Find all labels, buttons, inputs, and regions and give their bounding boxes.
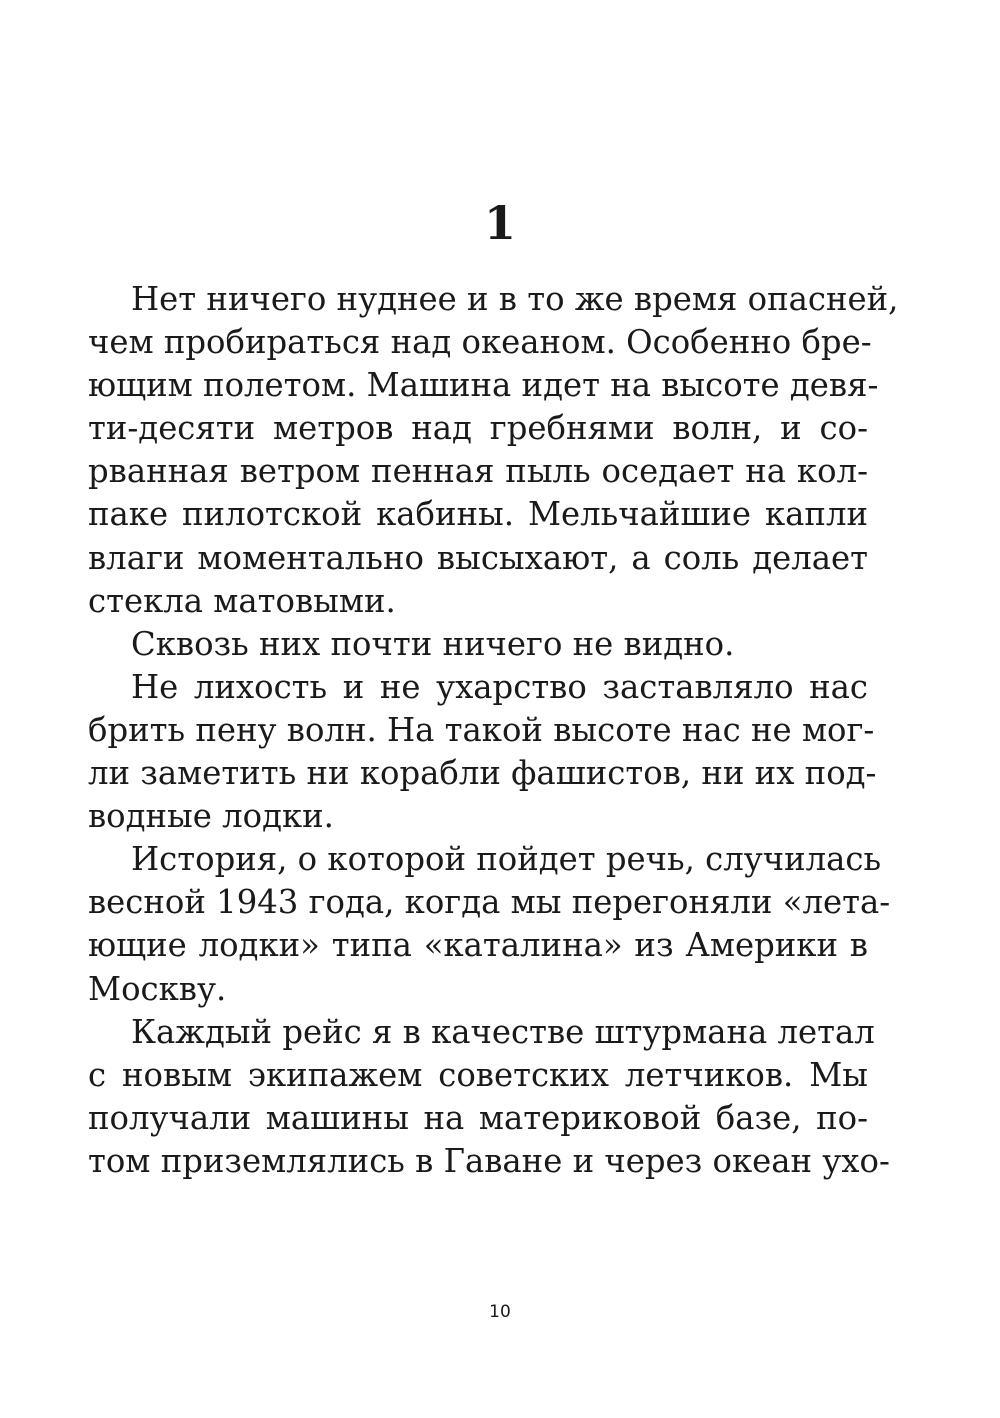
- text-line: ющим полетом. Машина идет на высоте девя-: [88, 366, 879, 405]
- paragraph-1: [88, 278, 899, 623]
- text-line: Москву.: [88, 969, 227, 1008]
- text-line: с новым экипажем советских летчиков. Мы: [88, 1055, 868, 1094]
- text-line: ющие лодки» типа «каталина» из Америки в: [88, 926, 868, 965]
- text-line: том приземлялись в Гаване и через океан ухо-: [88, 1141, 890, 1180]
- paragraph-2: [88, 623, 868, 666]
- text-line: рванная ветром пенная пыль оседает на кол-: [88, 452, 868, 491]
- text-line: История, о которой пойдет речь, случилась: [131, 840, 882, 879]
- text-line: Нет ничего нуднее и в то же время опасней,: [131, 280, 899, 318]
- text-line: получали машины на материковой базе, по-: [88, 1098, 868, 1137]
- paragraph-4: [88, 838, 891, 1010]
- paragraph-3: [88, 666, 877, 838]
- text-line: водные лодки.: [88, 797, 334, 836]
- text-line: чем пробираться над океаном. Особенно бре-: [88, 323, 872, 362]
- text-line: стекла матовыми.: [88, 581, 396, 620]
- text-line: ли заметить ни корабли фашистов, ни их под-: [88, 754, 877, 793]
- text-line: Каждый рейс я в качестве штурмана летал: [131, 1012, 875, 1051]
- text-line: влаги моментально высыхают, а соль делает: [88, 538, 868, 577]
- text-line: весной 1943 года, когда мы перегоняли «лета-: [88, 883, 891, 922]
- text-line: Сквозь них почти ничего не видно.: [131, 624, 735, 663]
- chapter-number: 1: [483, 196, 516, 250]
- text-line: брить пену волн. На такой высоте нас не мог-: [88, 710, 875, 749]
- text-line: Не лихость и не ухарство заставляло нас: [131, 667, 868, 706]
- page-number: 10: [489, 1302, 511, 1322]
- body-text: [88, 278, 899, 1183]
- paragraph-5: [88, 1011, 890, 1183]
- text-line: ти-десяти метров над гребнями волн, и со-: [88, 409, 868, 448]
- text-line: паке пилотской кабины. Мельчайшие капли: [88, 495, 868, 534]
